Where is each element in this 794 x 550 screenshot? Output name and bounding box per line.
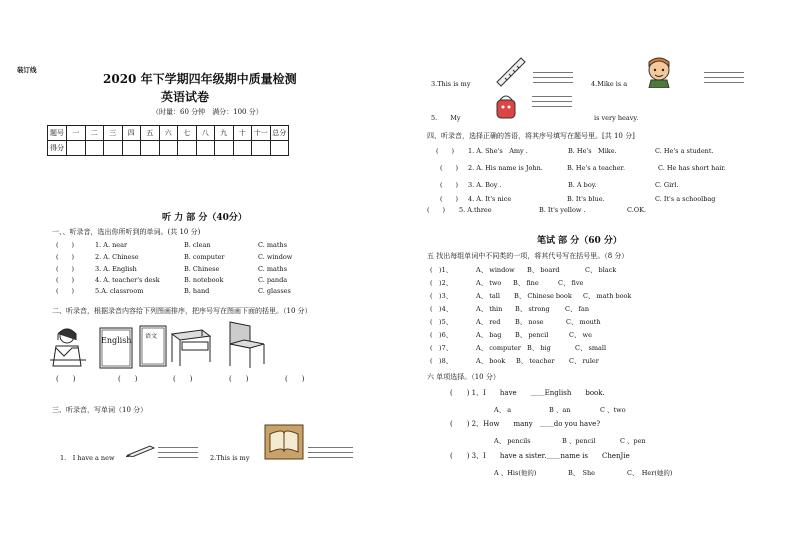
option-a: 1. A. near xyxy=(95,241,128,249)
ruler-icon xyxy=(495,56,527,88)
option-c: C. maths xyxy=(258,265,288,273)
answer-paren[interactable]: ( ) xyxy=(56,287,75,295)
binding-mark: 装订线 xyxy=(17,66,37,74)
option-a: 5.A. classroom xyxy=(95,287,144,295)
score-cell: 总分 xyxy=(270,126,289,141)
option-c: C. maths xyxy=(258,241,288,249)
time-info: （时量：60 分钟 满分：100 分） xyxy=(152,108,263,116)
score-cell: 九 xyxy=(215,126,234,141)
answer-paren[interactable]: ( ) xyxy=(440,195,459,203)
writing-heading: 笔试 部 分（60 分） xyxy=(537,236,622,246)
score-cell: 八 xyxy=(196,126,215,141)
score-table xyxy=(47,125,289,156)
answer-paren[interactable]: ( ) xyxy=(56,241,75,249)
option-c: C 、two xyxy=(600,406,626,414)
q5-number[interactable]: ( )5、 xyxy=(430,318,453,326)
option-b: B. A boy. xyxy=(568,181,597,189)
writing-lines[interactable] xyxy=(158,447,198,462)
option-b: B、 board xyxy=(527,266,560,274)
q5-number[interactable]: ( )8、 xyxy=(430,357,453,365)
exam-title: 2020 年下学期四年级期中质量检测 xyxy=(103,72,297,86)
option-b: B. hand xyxy=(184,287,210,295)
q3-sentence-5a: 5. My xyxy=(431,114,461,122)
q4-title: 四、听录音，选择正确的答语，将其序号填写在题号里。[共 10 分] xyxy=(427,132,635,140)
q5-number[interactable]: ( )6、 xyxy=(430,331,453,339)
score-cell: 一 xyxy=(67,126,86,141)
boy-icon xyxy=(642,56,676,88)
option-c: C、 fan xyxy=(565,305,590,313)
exam-subtitle: 英语试卷 xyxy=(161,90,210,104)
chinese-book-label: 语文 xyxy=(145,333,158,340)
option-c: C、 we xyxy=(569,331,592,339)
score-input-cell[interactable] xyxy=(196,141,215,156)
option-a: 1. A. She's Amy . xyxy=(468,147,528,155)
option-b: B. computer xyxy=(184,253,225,261)
option-c: C. window xyxy=(258,253,293,261)
desk-picture xyxy=(168,326,212,368)
option-a: A、 red xyxy=(476,318,501,326)
score-input-cell[interactable] xyxy=(252,141,271,156)
score-input-cell[interactable] xyxy=(215,141,234,156)
answer-paren[interactable]: ( ) xyxy=(56,265,75,273)
option-c: C. He's a student. xyxy=(655,147,714,155)
writing-lines[interactable] xyxy=(704,72,744,87)
option-a: 4. A. teacher's desk xyxy=(95,276,160,284)
option-a: A、 book xyxy=(476,357,506,365)
option-a: A、 window xyxy=(476,266,515,274)
option-b: B、 fine xyxy=(513,279,539,287)
answer-paren[interactable]: ( ) xyxy=(436,147,455,155)
score-cell: 六 xyxy=(159,126,178,141)
option-b: B. He's a teacher. xyxy=(567,164,626,172)
order-paren[interactable]: ( ) xyxy=(118,375,138,383)
option-a: 3. A. Boy . xyxy=(468,181,502,189)
option-c: C. It's a schoolbag xyxy=(655,195,716,203)
option-b: B、 strong xyxy=(515,305,550,313)
q3-title: 三、听录音，写单词（10 分） xyxy=(52,406,148,414)
q6-stem: ( ) 2、How many ＿＿do you have? xyxy=(450,420,601,428)
order-paren[interactable]: ( ) xyxy=(56,375,76,383)
option-b: B、 big xyxy=(527,344,551,352)
english-book-label: English xyxy=(101,336,132,345)
option-b: B. Chinese xyxy=(184,265,220,273)
option-b: B 、pencil xyxy=(562,437,596,445)
answer-paren[interactable]: ( ) xyxy=(427,206,446,214)
option-b: B、 Chinese book xyxy=(514,292,572,300)
q3-sentence-1: 1. I have a new xyxy=(60,454,115,462)
option-c: C. glasses xyxy=(258,287,291,295)
option-b: B、 nose xyxy=(515,318,544,326)
q5-number[interactable]: ( )7、 xyxy=(430,344,453,352)
q5-number[interactable]: ( )2、 xyxy=(430,279,453,287)
q6-title: 六 单项选择。（10 分） xyxy=(427,373,500,381)
listening-heading: 听 力 部 分（40分） xyxy=(162,213,247,223)
chair-picture xyxy=(220,320,270,370)
option-c: C. He has short hair. xyxy=(658,164,726,172)
writing-lines[interactable] xyxy=(533,72,573,87)
answer-paren[interactable]: ( ) xyxy=(56,253,75,261)
option-a: A、 computer xyxy=(476,344,521,352)
option-a: 5. A.three xyxy=(459,206,492,214)
option-c: C、 Her(她的) xyxy=(627,469,673,477)
option-c: C 、pen xyxy=(620,437,646,445)
q5-number[interactable]: ( )4、 xyxy=(430,305,453,313)
option-b: B、 teacher xyxy=(516,357,555,365)
answer-paren[interactable]: ( ) xyxy=(440,181,459,189)
option-a: 2. A. Chinese xyxy=(95,253,139,261)
order-paren[interactable]: ( ) xyxy=(285,375,305,383)
option-a: A 、His(他的) xyxy=(494,469,537,477)
option-a: 4. A. It's nice xyxy=(468,195,512,203)
option-a: 2. A. His name is John. xyxy=(468,164,543,172)
score-input-cell[interactable] xyxy=(159,141,178,156)
english-book-picture xyxy=(98,326,136,372)
option-a: A、 pencils xyxy=(494,437,531,445)
option-c: C、 math book xyxy=(583,292,632,300)
score-input-cell[interactable] xyxy=(67,141,86,156)
option-b: B、 pencil xyxy=(515,331,549,339)
score-cell: 得分 xyxy=(48,141,67,156)
q3-sentence-5b: is very heavy. xyxy=(594,114,639,122)
writing-lines[interactable] xyxy=(532,96,572,111)
score-cell: 七 xyxy=(178,126,197,141)
q3-sentence-2: 2.This is my xyxy=(210,454,250,462)
q5-number[interactable]: ( )1、 xyxy=(430,266,453,274)
option-a: 3. A. English xyxy=(95,265,137,273)
score-cell: 十一 xyxy=(252,126,271,141)
option-c: C、 ruler xyxy=(569,357,599,365)
score-input-cell[interactable] xyxy=(233,141,252,156)
girl-reading-picture xyxy=(48,326,90,370)
q6-stem: ( ) 1、I have ＿＿English book. xyxy=(450,389,605,397)
option-a: A、 two xyxy=(476,279,502,287)
writing-lines[interactable] xyxy=(308,447,353,462)
option-c: C、 mouth xyxy=(566,318,601,326)
q5-title: 五 找出每组单词中不同类的一项，将其代号写在括号里。（8 分） xyxy=(427,252,629,260)
option-c: C、 black xyxy=(585,266,617,274)
option-a: A、 thin xyxy=(476,305,503,313)
q3-sentence-3: 3.This is my xyxy=(431,80,471,88)
score-input-cell[interactable] xyxy=(270,141,289,156)
score-input-cell[interactable] xyxy=(141,141,160,156)
order-paren[interactable]: ( ) xyxy=(173,375,193,383)
score-cell: 五 xyxy=(141,126,160,141)
score-input-cell[interactable] xyxy=(122,141,141,156)
option-b: B. It's blue. xyxy=(567,195,605,203)
answer-paren[interactable]: ( ) xyxy=(440,164,459,172)
score-input-cell[interactable] xyxy=(85,141,104,156)
option-c: C. panda xyxy=(258,276,288,284)
option-c: C.OK. xyxy=(627,206,647,214)
option-a: A、 bag xyxy=(476,331,502,339)
book-icon xyxy=(264,424,304,460)
q2-title: 二、听录音，根据录音内容给下列图画排序，把序号写在图画下面的括里。（10 分） xyxy=(52,307,312,315)
option-a: A、 a xyxy=(494,406,512,414)
score-cell: 二 xyxy=(85,126,104,141)
option-c: C、 small xyxy=(575,344,607,352)
option-b: B. It's yellow . xyxy=(539,206,586,214)
option-b: B 、an xyxy=(549,406,571,414)
pencil-icon xyxy=(126,443,156,457)
option-b: B、 She xyxy=(568,469,596,477)
option-c: C. Girl. xyxy=(655,181,679,189)
option-c: C、 five xyxy=(558,279,584,287)
option-a: A、 tall xyxy=(476,292,500,300)
option-b: B. He's Mike. xyxy=(568,147,617,155)
score-cell: 题号 xyxy=(48,126,67,141)
score-cell: 十 xyxy=(233,126,252,141)
q3-sentence-4: 4.Mike is a xyxy=(591,80,628,88)
q6-stem: ( ) 3、I have a sister.＿＿name is ChenJie xyxy=(450,452,630,460)
option-b: B. notebook xyxy=(184,276,224,284)
q1-title: 一、、听录音，选出你所听到的单词。(共 10 分) xyxy=(52,228,201,236)
q5-number[interactable]: ( )3、 xyxy=(430,292,453,300)
score-input-cell[interactable] xyxy=(104,141,123,156)
score-input-cell[interactable] xyxy=(178,141,197,156)
option-b: B. clean xyxy=(184,241,211,249)
score-cell: 四 xyxy=(122,126,141,141)
score-cell: 三 xyxy=(104,126,123,141)
order-paren[interactable]: ( ) xyxy=(229,375,249,383)
answer-paren[interactable]: ( ) xyxy=(56,276,75,284)
schoolbag-icon xyxy=(494,92,518,120)
